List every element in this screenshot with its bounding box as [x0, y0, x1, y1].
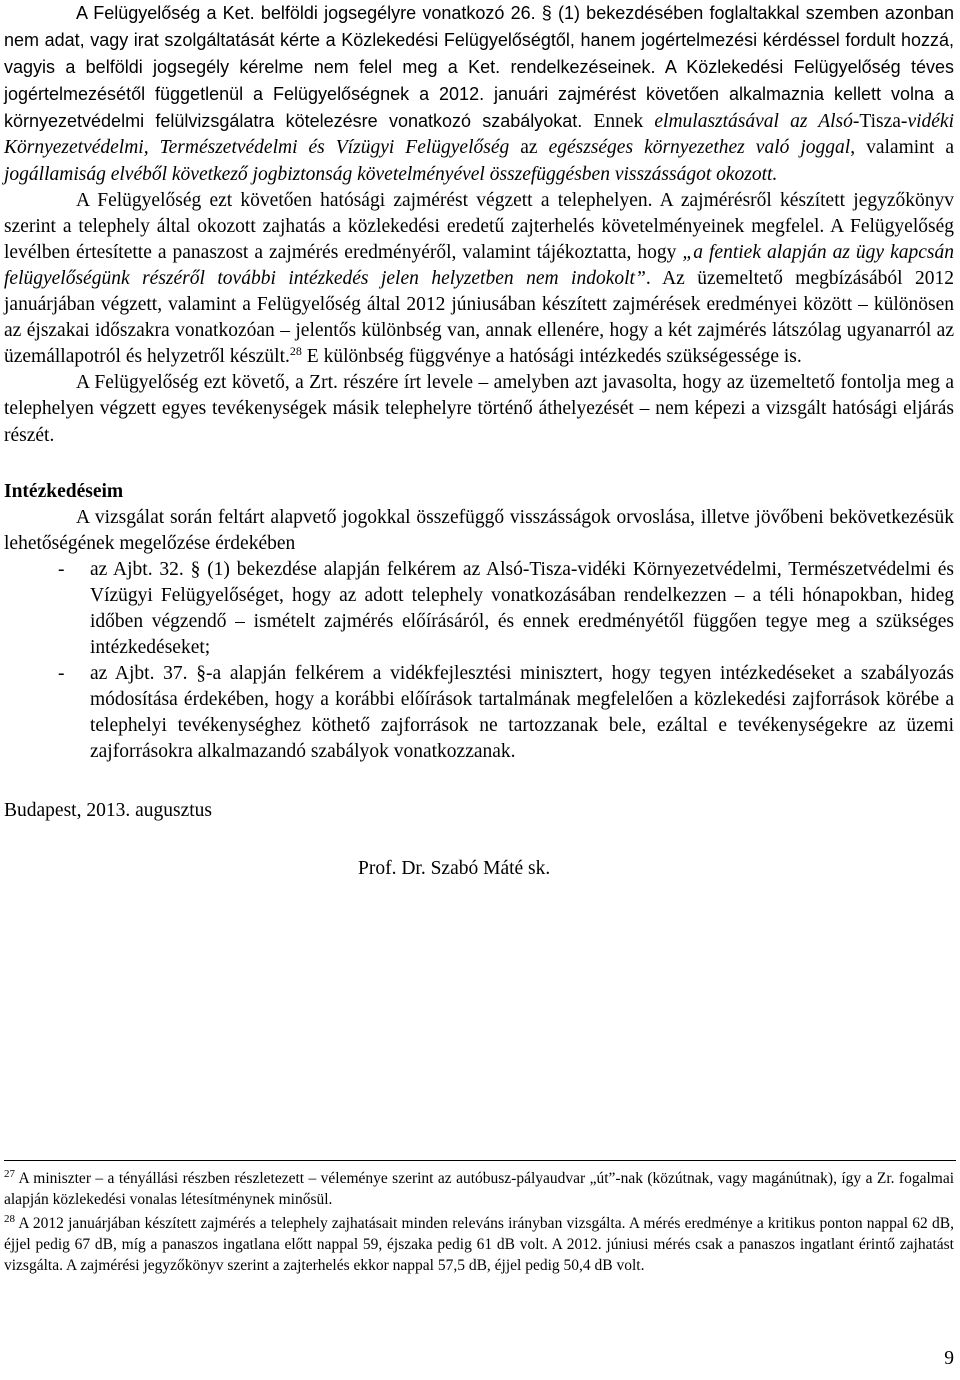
- paragraph-zajmeres: [4, 188, 954, 371]
- paragraph-jogsegely-italic-2: vidéki Környezetvédelmi, Természetvédelmi és Vízügyi Felügyelőség: [4, 111, 954, 159]
- footnote-number: 27: [4, 1168, 15, 1180]
- paragraph-zajmeres-text-3: E különbség függvénye a hatósági intézkedés szükségessége is.: [301, 346, 802, 368]
- footnote-text: A 2012 januárjában készített zajmérés a telephely zajhatásait minden releváns irányban vizsgálta. A mérés eredménye a kritikus ponton nappal 62 dB, éjjel pedig 67 dB, míg a panaszos ingatlana előtt nappal 59, éjszaka pedig 61 dB volt. A 2012. júniusi mérés csak a panaszos ingatlant érintő zajhatást vizsgálta. A zajmérési jegyzőkönyv szerint a zajterhelés ekkor nappal 57,5 dB, éjjel pedig 50,4 dB volt.: [4, 1214, 954, 1275]
- paragraph-zajmeres-text-2: . Az üzemeltető megbízásából 2012 januárjában végzett, valamint a Felügyelőség által 2012 júniusában készített zajmérések eredményei között – különösen az éjszakai időszakra vonatkozóan – jelentős különbség van, annak ellenére, hogy a két zajmérés látszólag ugyanarról az üzemállapotról és helyzetről készült.: [4, 267, 954, 368]
- footnotes: [4, 1168, 954, 1278]
- page-number: 9: [944, 1348, 954, 1369]
- list-item-text: az Ajbt. 32. § (1) bekezdése alapján felkérem az Alsó-Tisza-vidéki Környezetvédelmi, Természetvédelmi és Vízügyi Felügyelőséget, hogy az adott telephely vonatkozásában rendelkezzen – a téli hónapokban, hideg időben végzendő – ismételt zajmérés előírásáról, és ennek eredményétől függően tegye meg a szükséges intézkedéseket;: [90, 558, 954, 659]
- list-marker: -: [58, 558, 65, 580]
- list-marker: -: [58, 663, 65, 685]
- footnote-separator: [4, 1160, 956, 1161]
- footnote-text: A miniszter – a tényállási részben részletezett – véleménye szerint az autóbusz-pályaudvar „út”-nak (közútnak, vagy magánútnak), így a Zr. fogalmai alapján közlekedési vonalas létesítménynek minősül.: [4, 1170, 954, 1209]
- paragraph-jogsegely-text-1: Ennek: [582, 111, 655, 133]
- list-item: [4, 557, 954, 661]
- paragraph-jogsegely-italic-3: egészséges környezethez való joggal: [548, 137, 851, 159]
- paragraph-jogsegely: [4, 0, 954, 188]
- signature: Prof. Dr. Szabó Máté sk.: [358, 857, 551, 879]
- footnote-number: 28: [4, 1212, 15, 1225]
- paragraph-intro: A vizsgálat során feltárt alapvető jogokkal összefüggő visszásságok orvoslása, illetve jövőbeni bekövetkezésük lehetőségének megelőzése érdekében: [4, 506, 954, 554]
- paragraph-jogsegely-text-3: az: [509, 137, 549, 159]
- list-item: [4, 661, 954, 765]
- paragraph-level: A Felügyelőség ezt követő, a Zrt. részére írt levele – amelyben azt javasolta, hogy az üzemeltető fontolja meg a telephelyen végzett egyes tevékenységek másik telephelyre történő áthelyezését – nem képezi a vizsgált hatósági eljárás részét.: [4, 372, 954, 446]
- paragraph-zajmeres-quote: „a fentiek alapján az ügy kapcsán felügyelőségünk részéről további intézkedés jelen helyzetben nem indokolt”: [4, 241, 954, 289]
- document-page: [4, 0, 954, 882]
- section-heading: Intézkedéseim: [4, 480, 124, 502]
- paragraph-jogsegely-text-2: Tisza-: [859, 111, 908, 133]
- paragraph-jogsegely-italic-4: jogállamiság elvéből következő jogbiztonság követelményével összefüggésben visszásságot okozott.: [4, 163, 778, 185]
- place-date: Budapest, 2013. augusztus: [4, 799, 212, 821]
- footnote-28: [4, 1213, 954, 1277]
- paragraph-zajmeres-text-1: A Felügyelőség ezt követően hatósági zajmérést végzett a telephelyen. A zajmérésről készített jegyzőkönyv szerint a telephely által okozott zajhatás a közlekedési eredetű zajterhelés követelményeinek megfelel. A Felügyelőség levélben értesítette a panaszost a zajmérés eredményéről, valamint tájékoztatta, hogy: [4, 189, 954, 263]
- footnote-27: [4, 1168, 954, 1211]
- recommendation-list: [4, 557, 954, 766]
- paragraph-jogsegely-italic-1: elmulasztásával az Alsó-: [654, 111, 860, 133]
- footnote-ref-28[interactable]: 28: [289, 344, 302, 359]
- list-item-text: az Ajbt. 37. §-a alapján felkérem a vidékfejlesztési minisztert, hogy tegyen intézkedéseket a szabályozás módosítása érdekében, hogy a korábbi előírások tartalmának megfelelően a közlekedési zajforrások körébe a telephelyi tevékenységhez köthető zajforrások ne tartozzanak bele, ezáltal e tevékenységekre az üzemi zajforrásokra alkalmazandó szabályok vonatkozzanak.: [90, 663, 954, 763]
- paragraph-jogsegely-text-4: , valamint a: [850, 137, 955, 159]
- paragraph-jogsegely-sans-text: A Felügyelőség a Ket. belföldi jogsegélyre vonatkozó 26. § (1) bekezdésében foglaltakkal szemben azonban nem adat, vagy irat szolgáltatását kérte a Közlekedési Felügyelőségtől, hanem jogértelmezési kérdéssel fordult hozzá, vagyis a belföldi jogsegély kérelme nem felel meg a Ket. rendelkezéseinek. A Közlekedési Felügyelőség téves jogértelmezésétől függetlenül a Felügyelőségnek a 2012. januári zajmérést követően alkalmaznia kellett volna a környezetvédelmi felülvizsgálatra kötelezésre vonatkozó szabályokat.: [4, 3, 954, 132]
